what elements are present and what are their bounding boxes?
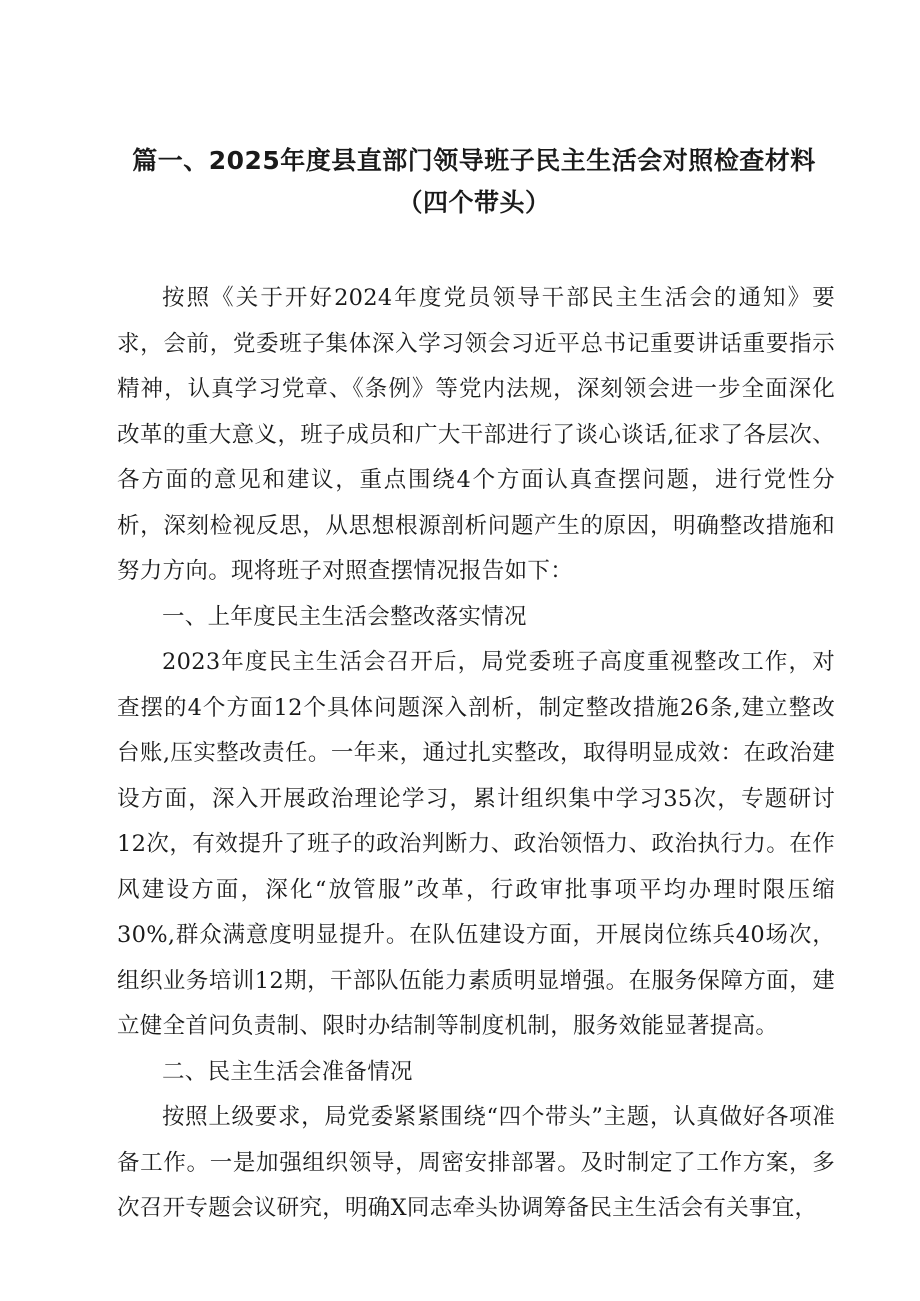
section-heading-1: 一、上年度民主生活会整改落实情况 xyxy=(162,603,527,630)
section-2-paragraph: 按照上级要求，局党委紧紧围绕“四个带头”主题，认真做好各项准备工作。一是加强组织领导，周密安排部署。及时制定了工作方案，多次召开专题会议研究，明确X同志牵头协调筹备民主生活会有关事宜， xyxy=(117,1104,835,1221)
section-1-paragraph: 2023年度民主生活会召开后，局党委班子高度重视整改工作，对查摆的4个方面12个具体问题深入剖析，制定整改措施26条,建立整改台账,压实整改责任。一年来，通过扎实整改，取得明显成效：在政治建设方面，深入开展政治理论学习，累计组织集中学习35次，专题研讨12次，有效提升了班子的政治判断力、政治领悟力、政治执行力。在作风建设方面，深化“放管服”改革，行政审批事项平均办理时限压缩30%,群众满意度明显提升。在队伍建设方面，开展岗位练兵40场次，组织业务培训12期，干部队伍能力素质明显增强。在服务保障方面，建立健全首问负责制、限时办结制等制度机制，服务效能显著提高。 xyxy=(117,649,835,1039)
section-heading-2: 二、民主生活会准备情况 xyxy=(162,1058,413,1085)
intro-paragraph: 按照《关于开好2024年度党员领导干部民主生活会的通知》要求，会前，党委班子集体深入学习领会习近平总书记重要讲话重要指示精神，认真学习党章、《条例》等党内法规，深刻领会进一步全面深化改革的重大意义，班子成员和广大干部进行了谈心谈话,征求了各层次、各方面的意见和建议，重点围绕4个方面认真查摆问题，进行党性分析，深刻检视反思，从思想根源剖析问题产生的原因，明确整改措施和努力方向。现将班子对照查摆情况报告如下： xyxy=(117,285,835,584)
document-title: 篇一、2025年度县直部门领导班子民主生活会对照检查材料（四个带头） xyxy=(132,146,816,217)
document-body xyxy=(117,276,835,1232)
